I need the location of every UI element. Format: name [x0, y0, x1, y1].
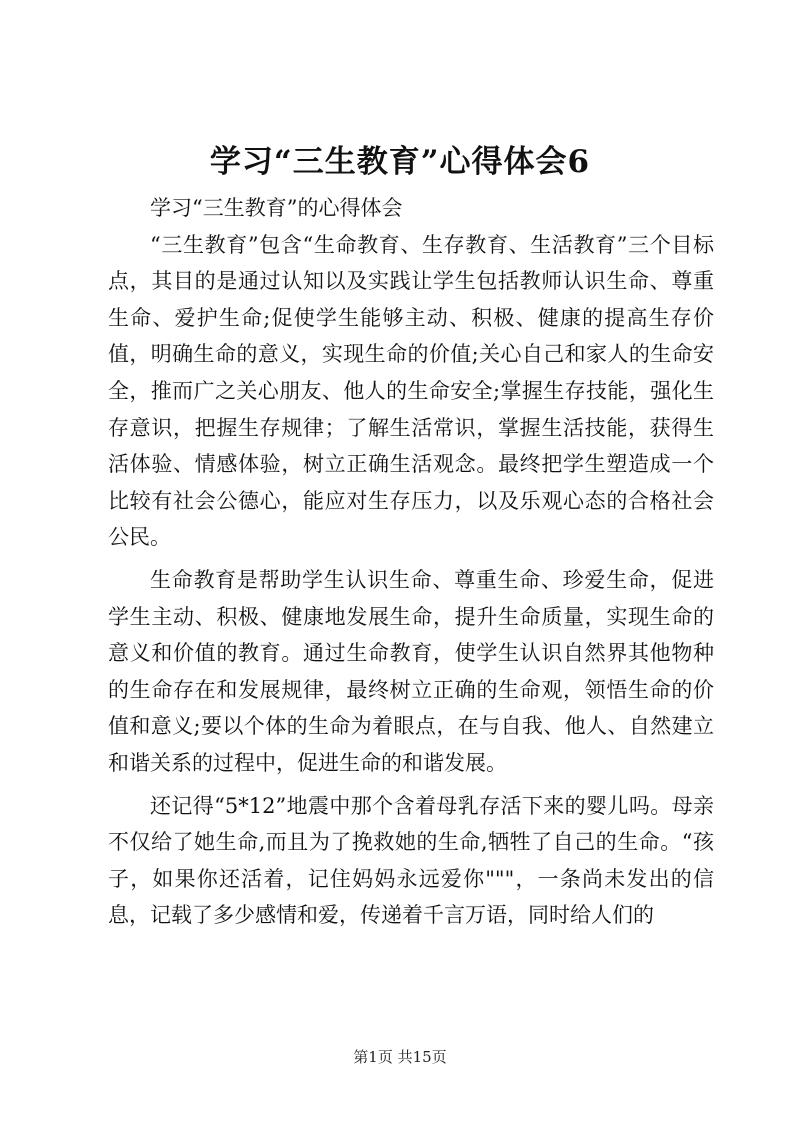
paragraph-1: “三生教育”包含“生命教育、生存教育、生活教育”三个目标点，其目的是通过认知以及实践让学生包括教师认识生命、尊重生命、爱护生命;促使学生能够主动、积极、健康的提高生存价值，明确生命的意义，实现生命的价值;关心自己和家人的生命安全，推而广之关心朋友、他人的生命安全;掌握生存技能，强化生存意识，把握生存规律；了解生活常识，掌握生活技能，获得生活体验、情感体验，树立正确生活观念。最终把学生塑造成一个比较有社会公德心，能应对生存压力，以及乐观心态的合格社会公民。	[108, 232, 714, 550]
paragraph-2: 生命教育是帮助学生认识生命、尊重生命、珍爱生命，促进学生主动、积极、健康地发展生命，提升生命质量，实现生命的意义和价值的教育。通过生命教育，使学生认识自然界其他物种的生命存在和发展规律，最终树立正确的生命观，领悟生命的价值和意义;要以个体的生命为着眼点，在与自我、他人、自然建立和谐关系的过程中，促进生命的和谐发展。	[108, 567, 714, 775]
document-subtitle: 学习“三生教育”的心得体会	[150, 196, 403, 220]
document-title: 学习“三生教育”心得体会6	[209, 144, 591, 180]
document-body	[108, 190, 714, 934]
paragraph-3: 还记得“5*12”地震中那个含着母乳存活下来的婴儿吗。母亲不仅给了她生命,而且为了挽救她的生命,牺牲了自己的生命。“孩子，如果你还活着，记住妈妈永远爱你"""，一条尚未发出的信息，记载了多少感情和爱，传递着千言万语，同时给人们的	[108, 793, 714, 928]
page-footer: 第1页 共15页	[353, 1048, 447, 1066]
